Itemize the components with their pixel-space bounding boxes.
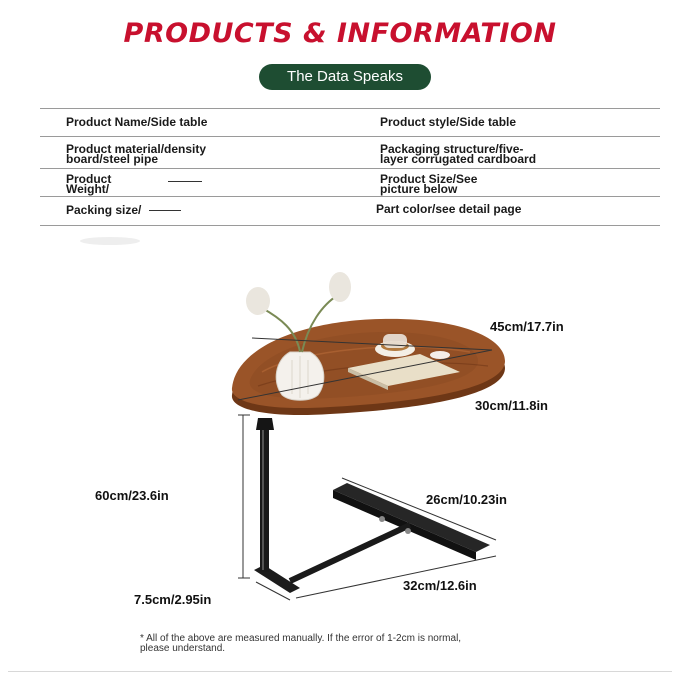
spec-product-style: Product style/Side table: [380, 115, 517, 129]
section-badge: The Data Speaks: [259, 64, 431, 90]
faint-shadow: [80, 237, 140, 245]
spec-material-line1: Product material/density: [66, 142, 207, 156]
tulip-flower: [246, 287, 270, 315]
dim-top-width: 30cm/11.8in: [475, 398, 548, 413]
spec-packing-size-label: Packing size/: [66, 203, 142, 217]
table-post: [256, 418, 274, 572]
footnote-line2: please understand.: [140, 643, 226, 654]
dim-foot-height: 7.5cm/2.95in: [134, 592, 212, 607]
spec-size-line1: Product Size/See: [380, 172, 478, 186]
spec-product-name: Product Name/Side table: [66, 115, 208, 129]
footnote-line1: * All of the above are measured manually. If the error of 1-2cm is normal,: [140, 633, 462, 644]
spec-size-line2: picture below: [380, 182, 458, 196]
dim-base-depth: 32cm/12.6in: [403, 578, 477, 593]
bottom-divider: [8, 671, 672, 672]
dim-height: 60cm/23.6in: [95, 488, 169, 503]
spec-weight-line2: Weight/: [66, 182, 110, 196]
spec-material-line2: board/steel pipe: [66, 152, 159, 166]
page-title: PRODUCTS & INFORMATION: [123, 18, 557, 49]
tulip-flower: [329, 272, 351, 302]
dim-base-length: 26cm/10.23in: [426, 492, 507, 507]
screw-icon: [379, 516, 385, 522]
dim-top-length: 45cm/17.7in: [490, 319, 564, 334]
footnote: [140, 634, 560, 654]
screw-icon: [405, 528, 411, 534]
spec-packaging-line2: layer corrugated cardboard: [380, 152, 537, 166]
spec-packaging-line1: Packaging structure/five-: [380, 142, 524, 156]
spec-part-color: Part color/see detail page: [376, 202, 522, 216]
spec-weight-line1: Product: [66, 172, 112, 186]
